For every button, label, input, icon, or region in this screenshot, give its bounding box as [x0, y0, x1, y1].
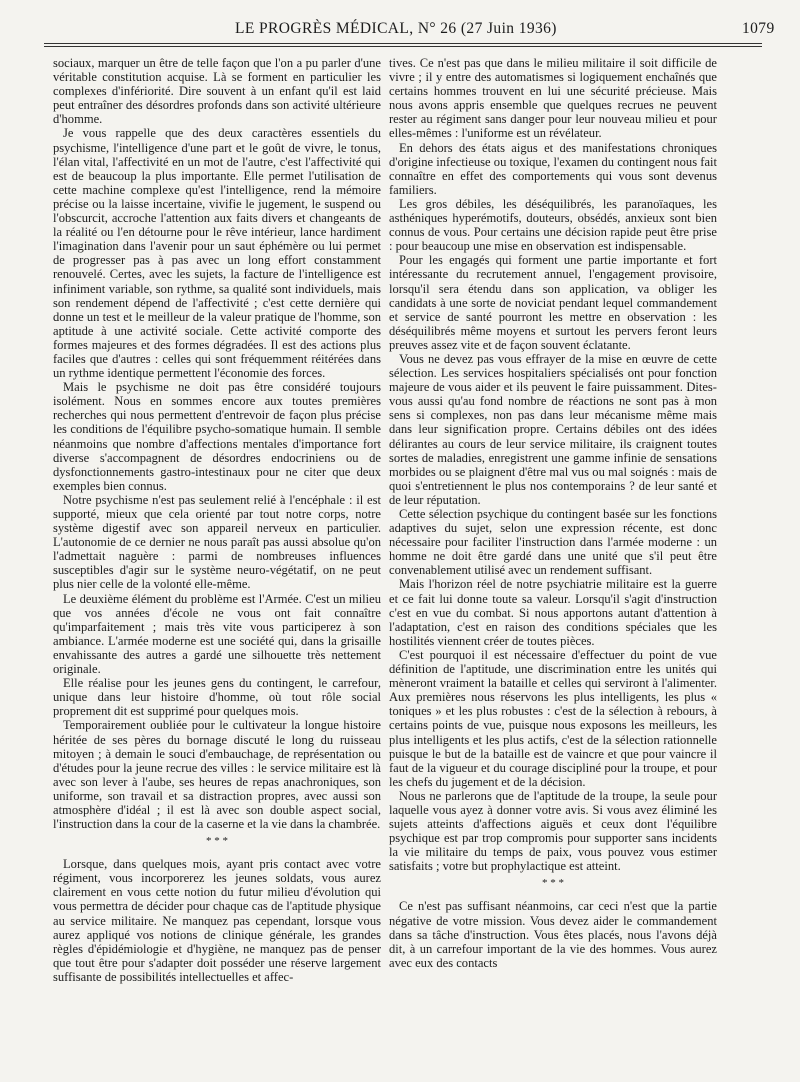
left-column: [53, 56, 381, 984]
section-separator: * * *: [542, 877, 564, 890]
paragraph: Lorsque, dans quelques mois, ayant pris contact avec votre régiment, vous incorporerez les jeunes soldats, vous aurez clairement en vous cette notion du futur milieu d'évolution qui vous permettra de décider pour chaque cas de l'aptitude physique au service militaire. Ne manquez pas cependant, lorsque vous aurez appliqué vos notions de clinique générale, les grandes règles d'épidémiologie et d'hygiène, ne manquez pas de penser que tout être pour s'adapter doit posséder une réserve largement suffisante de possibilités intellectuelles et affec-: [53, 857, 381, 984]
paragraph: Notre psychisme n'est pas seulement relié à l'encéphale : il est supporté, mieux que cela orienté par tout notre corps, notre système digestif avec son appareil nerveux en particulier. L'autonomie de ce dernier ne nous paraît pas aussi absolue qu'on l'admettait naguère : parmi de nombreuses influences susceptibles d'agir sur le système neuro-végétatif, on ne peut plus nier celle de la volonté elle-même.: [53, 492, 381, 592]
paragraph: Cette sélection psychique du contingent basée sur les fonctions adaptives du sujet, selon une expression récente, est donc nécessaire pour faciliter l'instruction dans l'armée moderne : un homme ne doit être gardé dans une unité que s'il peut être convenablement utilisé avec un rendement suffisant.: [389, 507, 717, 578]
paragraph: Pour les engagés qui forment une partie importante et fort intéressante du recrutement annuel, l'engagement provisoire, lorsqu'il sera étendu dans son application, va obliger les candidats à une sorte de noviciat pendant lequel commandement et service de santé pourront les mettre en observation : les déséquilibrés même moyens et surtout les pervers feront leurs preuves assez vite et de façon souvent éclatante.: [389, 253, 717, 352]
paragraph: tives. Ce n'est pas que dans le milieu militaire il soit difficile de vivre ; il y entre des automatismes si logiquement enchaînés que certains hommes trouvent en lui une sécurité précieuse. Mais nous avons appris ensemble que quelques recrues ne peuvent rester au régiment sans danger pour leur nouveau milieu et pour elles-mêmes : l'uniforme est un révélateur.: [389, 56, 717, 141]
paragraph: En dehors des états aigus et des manifestations chroniques d'origine infectieuse ou toxique, l'examen du contingent nous fait connaître en effet des comportements qui vous sont devenus familiers.: [389, 140, 717, 197]
paragraph: Temporairement oubliée pour le cultivateur la longue histoire héritée de ses pères du bornage discuté le long du ruisseau mitoyen ; à demain le souci d'embauchage, de représentation ou d'études pour la jeune recrue des villes : le service militaire est là avec son lever à l'aube, ses heures de repas anachroniques, son uniforme, son travail et sa distraction propres, avec aussi son atmosphère d'idéal ; il est là avec son double aspect social, l'instruction dans la cour de la caserne et la vie dans la chambrée.: [53, 718, 381, 832]
paragraph: Nous ne parlerons que de l'aptitude de la troupe, la seule pour laquelle vous ayez à donner votre avis. Si vous avez éliminé les sujets atteints d'affections aiguës et ceux dont l'équilibre psychique est par trop compromis pour supporter sans incidents la vie militaire du temps de paix, vous pouvez vous estimer satisfaits ; votre but prophylactique est atteint.: [389, 788, 717, 874]
paragraph: Les gros débiles, les déséquilibrés, les paranoïaques, les asthéniques hyperémotifs, douteurs, obsédés, anxieux sont bien connus de vous. Pour certains une décision rapide peut être prise : pour beaucoup une mise en observation est indispensable.: [389, 196, 717, 254]
paragraph: Vous ne devez pas vous effrayer de la mise en œuvre de cette sélection. Les services hospitaliers spécialisés ont pour fonction majeure de vous aider et ils peuvent le faire puissamment. Dites-vous aussi qu'au fond nombre de réactions ne sont pas à mon sens si complexes, non pas dans leur mécanisme même mais dans leur signification propre. Certains débiles ont des idées délirantes au cours de leur service militaire, ils craignent toutes sortes de maladies, enregistrent une gamme infinie de sensations morbides ou se plaignent d'être mal vus ou mal soignés : mais de quoi s'entretiennent le plus nos contemporains ? de leur santé et de leur réputation.: [389, 351, 717, 507]
page-header: [0, 14, 800, 40]
journal-title: LE PROGRÈS MÉDICAL, N° 26 (27 Juin 1936): [235, 20, 557, 37]
paragraph: Mais le psychisme ne doit pas être considéré toujours isolément. Nous en sommes encore aux toutes premières recherches qui nous permettent d'entrevoir de façon plus précise les conditions de l'équilibre psycho-somatique humain. Il semble néanmoins que nombre d'affections mentales d'importance fort diverse s'accompagnent de désordres endocriniens ou de dysfonctionnements gastro-intestinaux pour ne citer que deux exemples bien connus.: [53, 380, 381, 493]
paragraph: Mais l'horizon réel de notre psychiatrie militaire est la guerre et ce fait lui donne toute sa valeur. Lorsqu'il s'agit d'instruction c'est en vue du combat. Si nous apportons autant d'attention à l'adaptation, c'est en raison des conditions spéciales que les hostilités viennent créer de toutes pièces.: [389, 577, 717, 648]
paragraph: C'est pourquoi il est nécessaire d'effectuer du point de vue définition de l'aptitude, une discrimination entre les unités qui mèneront vraiment la bataille et celles qui serviront à l'alimenter. Aux premières nous réservons les plus intelligents, les plus « toniques » et les plus robustes : c'est de la sélection à rebours, à certains points de vue, puisque nous exposons les meilleurs, les plus intelligents et les plus actifs, c'est de la sélection rationnelle puisque le but de la bataille est de vaincre et que pour vaincre il faut de la vigueur et du courage discipliné pour la troupe, et pour les chefs du jugement et de la décision.: [389, 647, 717, 789]
paragraph: Ce n'est pas suffisant néanmoins, car ceci n'est que la partie négative de votre mission. Vous devez aider le commandement dans sa tâche d'instruction. Vous êtes placés, nous l'avons déjà dit, à un carrefour important de la vie des hommes. Vous aurez avec eux des contacts: [389, 899, 717, 970]
section-separator: * * *: [206, 835, 228, 848]
paragraph: Je vous rappelle que des deux caractères essentiels du psychisme, l'intelligence d'une part et le goût de vivre, le tonus, l'élan vital, l'affectivité en un mot de l'autre, c'est l'affectivité qui est de beaucoup la plus importante. Elle permet l'utilisation de cette machine complexe qu'est l'intelligence, rend la mémoire précise ou la laisse incertaine, vivifie le jugement, le suspend ou l'obscurcit, accroche l'attention aux faits divers et changeants de la réalité ou l'en détourne pour le rêve intérieur, lance hardiment l'imagination dans l'avenir pour un saut éphémère ou lui permet de progresser pas à pas avec un long effort constamment renouvelé. Certes, avec les sujets, la facture de l'intelligence est infiniment variable, son rythme, sa qualité sont individuels, mais son rendement dépend de l'affectivité ; c'est cette dernière qui donne un test et le meilleur de la valeur pratique de l'homme, son aptitude à une activité sociale. Cette activité comporte des formes majeures et des formes dégradées. Il est des actions plus faciles que d'autres : celles qui sont fréquemment réitérées dans un rythme identique permettent l'économie des forces.: [53, 126, 381, 381]
header-rule-top: [44, 43, 762, 44]
right-column: [389, 56, 717, 970]
paragraph: Elle réalise pour les jeunes gens du contingent, le carrefour, unique dans leur histoire d'homme, où tout rôle social proprement dit est supprimé pour quelques mois.: [53, 676, 381, 719]
paragraph: Le deuxième élément du problème est l'Armée. C'est un milieu que vos années d'école ne vous ont fait connaître qu'imparfaitement ; mais très vite vous participerez à son ambiance. L'armée moderne est une société qui, dans la grisaille envahissante des autres a gardé une silhouette très nettement originale.: [53, 591, 381, 677]
page-number: 1079: [742, 20, 775, 37]
header-rule-bottom: [44, 46, 762, 47]
paragraph: sociaux, marquer un être de telle façon que l'on a pu parler d'une véritable constitution acquise. Là se forment en particulier les complexes d'infériorité. Dire souvent à un enfant qu'il est laid peut entraîner des désordres profonds dans son activité ultérieure d'homme.: [53, 56, 381, 127]
